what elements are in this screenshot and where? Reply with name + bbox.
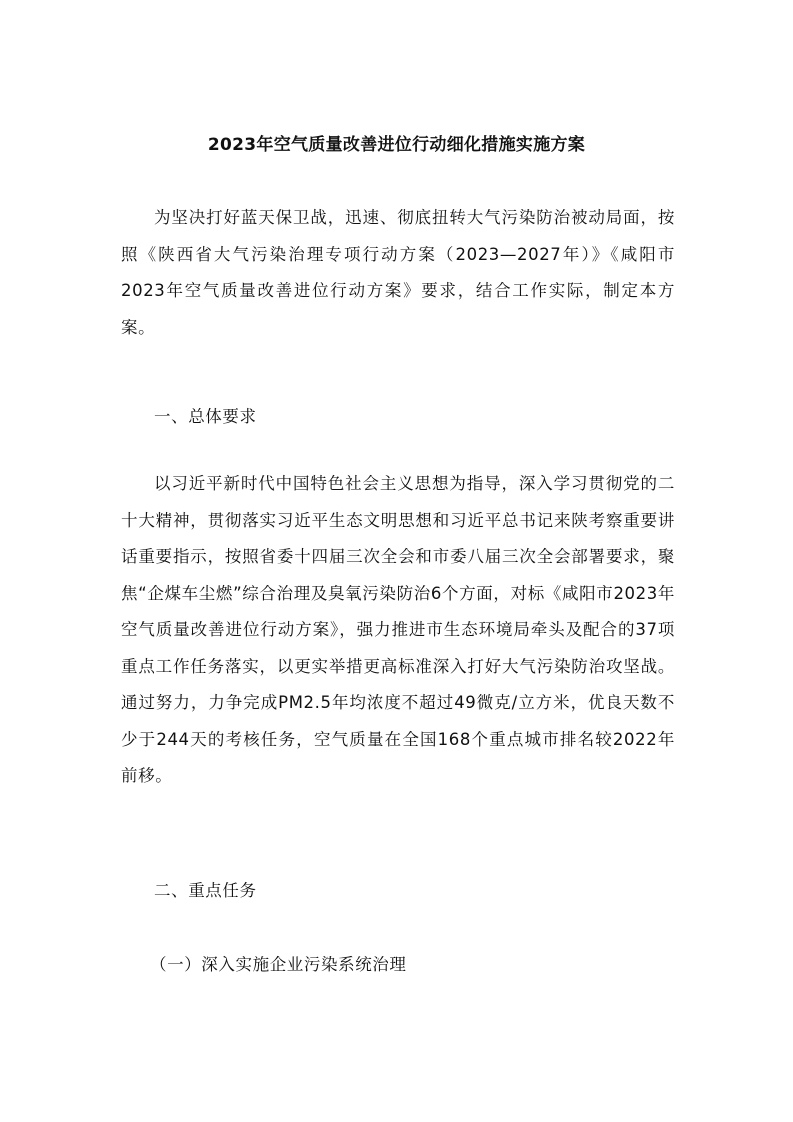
general-requirements-paragraph: 以习近平新时代中国特色社会主义思想为指导，深入学习贯彻党的二十大精神，贯彻落实习近平生态文明思想和习近平总书记来陕考察重要讲话重要指示，按照省委十四届三次全会和市委八届三次全会部署要求，聚焦“企煤车尘燃”综合治理及臭氧污染防治6个方面，对标《咸阳市2023年空气质量改善进位行动方案》，强力推进市生态环境局牵头及配合的37项重点工作任务落实，以更实举措更高标准深入打好大气污染防治攻坚战。通过努力，力争完成PM2.5年均浓度不超过49微克/立方米，优良天数不少于244天的考核任务，空气质量在全国168个重点城市排名较2022年前移。 — [121, 474, 675, 785]
section-heading-general-requirements: 一、总体要求 — [154, 407, 257, 426]
section-heading-key-tasks: 二、重点任务 — [154, 881, 257, 900]
document-title: 2023年空气质量改善进位行动细化措施实施方案 — [207, 135, 586, 155]
intro-paragraph: 为坚决打好蓝天保卫战，迅速、彻底扭转大气污染防治被动局面，按照《陕西省大气污染治理专项行动方案（2023—2027年）》《咸阳市2023年空气质量改善进位行动方案》要求，结合工作实际，制定本方案。 — [121, 208, 675, 337]
subsection-heading-enterprise-pollution: （一）深入实施企业污染系统治理 — [150, 955, 407, 974]
